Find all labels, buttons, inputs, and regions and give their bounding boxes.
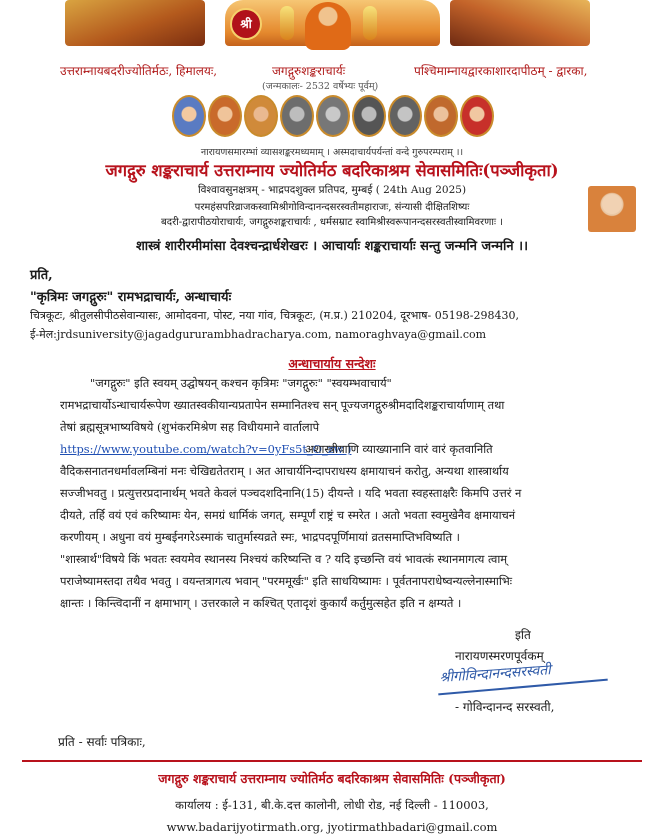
message-line: "शास्त्रार्थ"विषये किं भवतः स्वयमेव स्थानस्य निश्चयं करिष्यन्ति व ? यदि इच्छन्ति वयं भावत्कं स्थानमागत्य त्वाम् [60, 552, 508, 566]
recipient-email: ई-मेल:jrdsuniversity@jagadgururambhadracharya.com, namoraghvaya@gmail.com [30, 328, 487, 341]
signature: श्रीगोविन्दानन्दसरस्वती [439, 662, 552, 686]
header-banner [55, 0, 600, 52]
message-line: तेषां ब्रह्मसूत्रभाष्यविषये (शुभंकरमिश्रेण सह विधीयमाने वार्तालापे [60, 420, 320, 434]
footer-office: कार्यालय : ई-131, बी.के.दत्त कालोनी, लोधी रोड, नई दिल्ली - 110003, [175, 798, 489, 812]
guru-portrait [460, 95, 494, 137]
adi-shankaracharya-figure [305, 2, 351, 50]
guru-portrait [388, 95, 422, 137]
message-line: करणीयम् । अधुना वयं मुम्बईनगरेऽस्माकं चातुर्मास्यव्रते स्मः, भाद्रपदपूर्णिमायां व्रतसमाप्तिभविष्यति । [60, 530, 461, 544]
lamp-icon [280, 6, 294, 40]
message-line: "जगद्गुरुः" इति स्वयम् उद्घोषयन् कश्चन कृत्रिमः "जगद्गुरुः" "स्वयम्भवाचार्य" [90, 376, 392, 390]
message-line: रामभद्राचार्योऽन्धाचार्यरूपेण ख्यातस्वकीयान्यप्रतापेन सम्मानितश्च सन् पूज्यजगद्गुरुश्रीमदादिशङ्कराचार्याणाम् तथा [60, 398, 505, 412]
place-right: पश्चिमाम्नायद्वारकाशारदापीठम् - द्वारका, [414, 64, 588, 78]
shri-seal-icon: श्री [230, 8, 262, 40]
guru-portrait [316, 95, 350, 137]
message-line: वैदिकसनातनधर्मावलम्बिनां मनः चेखिद्यतेतराम् । अत आचार्यनिन्दापराधस्य क्षमायाचनं करोतु, अन्यथा शास्त्रार्थाय [60, 464, 509, 478]
message-line: क्षान्तः । किन्त्विदानीं न क्षमाभाग् । उत्तरकाले न कश्चित् एतादृशं कुकार्यं कर्तुमुत्सहेत इति न क्षम्यते । [60, 596, 462, 610]
message-line: अशास्त्रीयाणि व्याख्यानानि वारं वारं कृतवानिति [305, 442, 493, 456]
message-line: पराजेष्यामस्तदा तथैव भवतु । वयन्तत्रागत्य भवान् "परममूर्खः" इति साधयिष्यामः । पूर्वतनापराधेष्वन्यल्लेनास्माभिः [60, 574, 513, 588]
guru-portrait [172, 95, 206, 137]
temple-image-right [450, 0, 590, 46]
copy-to: प्रति - सर्वाः पत्रिकाः, [58, 735, 146, 749]
footer-title: जगद्गुरु शङ्कराचार्य उत्तराम्नाय ज्योतिर्मठ बदरिकाश्रम सेवासमितिः (पञ्जीकृता) [158, 771, 506, 786]
motto-verse: शास्त्रं शारीरमीमांसा देवश्चन्द्रार्धशेखरः । आचार्याः शङ्कराचार्याः सन्तु जन्मनि जन्मनि ।। [135, 239, 529, 254]
sender-line: परमहंसपरिव्राजकस्वामिश्रीगोविन्दानन्दसरस्वतीमहाराजः, संन्यासी दीक्षितशिष्यः [194, 202, 470, 213]
footer-web: www.badarijyotirmath.org, jyotirmathbadari@gmail.com [166, 820, 498, 834]
place-center-sub: (जन्मकालः- 2532 वर्षेभ्यः पूर्वम्) [262, 81, 379, 92]
youtube-link-text[interactable]: https://www.youtube.com/watch?v=0yFs5t_O_zw ) [60, 442, 352, 456]
to-label: प्रति, [30, 268, 53, 283]
guru-lineage-portraits [168, 95, 498, 141]
message-title: अन्धाचार्याय सन्देशः [288, 356, 376, 371]
recipient-name: "कृत्रिमः जगद्गुरुः" रामभद्राचार्यः, अन्धाचार्यः [30, 290, 232, 305]
organization-title: जगद्गुरु शङ्कराचार्य उत्तराम्नाय ज्योतिर्मठ बदरिकाश्रम सेवासमितिः(पञ्जीकृता) [105, 161, 559, 180]
recipient-address: चित्रकूटः, श्रीतुलसीपीठसेवान्यासः, आमोदवना, पोस्ट, नया गांव, चित्रकूटः, (म.प्र.) 210204, दूरभाष- 05198-298430, [30, 309, 519, 322]
lamp-icon [363, 6, 377, 40]
temple-image-left [65, 0, 205, 46]
guru-portrait [424, 95, 458, 137]
message-line: सज्जीभवतु । प्रत्युत्तरप्रदानार्थम् भवते केवलं पञ्चदशदिनानि(15) दीयन्ते । यदि भवता स्वहस्ताक्षरैः किमपि उत्तरं न [60, 486, 522, 500]
closing-iti: इति [515, 628, 531, 642]
message-line: दीयते, तर्हि वयं एवं करिष्यामः येन, समग्रं धार्मिकं जगत्, सम्पूर्णं राष्ट्रं च स्मरेत । अतो भवता स्वमुखेनैव क्षमायाचनं [60, 508, 516, 522]
place-left: उत्तराम्नायबदरीज्योतिर्मठः, हिमालयः, [60, 64, 218, 78]
sender-line-2: बदरी-द्वारापीठयोराचार्यः, जगद्गुरुशङ्कराचार्यः , धर्मसम्राट स्वामिश्रीस्वरूपानन्दसरस्वतीस्वामिवरणाः । [161, 217, 503, 228]
lineage-verse: नारायणसमारम्भां व्यासशङ्करमध्यमाम् । अस्मदाचार्यपर्यन्तां वन्दे गुरुपरम्पराम् ।। [200, 147, 464, 158]
guru-portrait [280, 95, 314, 137]
closing-narayana: नारायणस्मरणपूर्वकम् [455, 649, 544, 663]
date-line: विश्वावसुनक्षत्रम् - भाद्रपदशुक्ल प्रतिपद, मुम्बई ( 24th Aug 2025) [197, 184, 467, 196]
guru-portrait [352, 95, 386, 137]
guru-portrait [208, 95, 242, 137]
footer-divider [22, 760, 642, 762]
guru-portrait [244, 95, 278, 137]
signer-name: - गोविन्दानन्द सरस्वती, [455, 700, 555, 714]
sender-photo [588, 186, 636, 232]
place-center: जगद्गुरुशङ्कराचार्यः [272, 64, 346, 78]
